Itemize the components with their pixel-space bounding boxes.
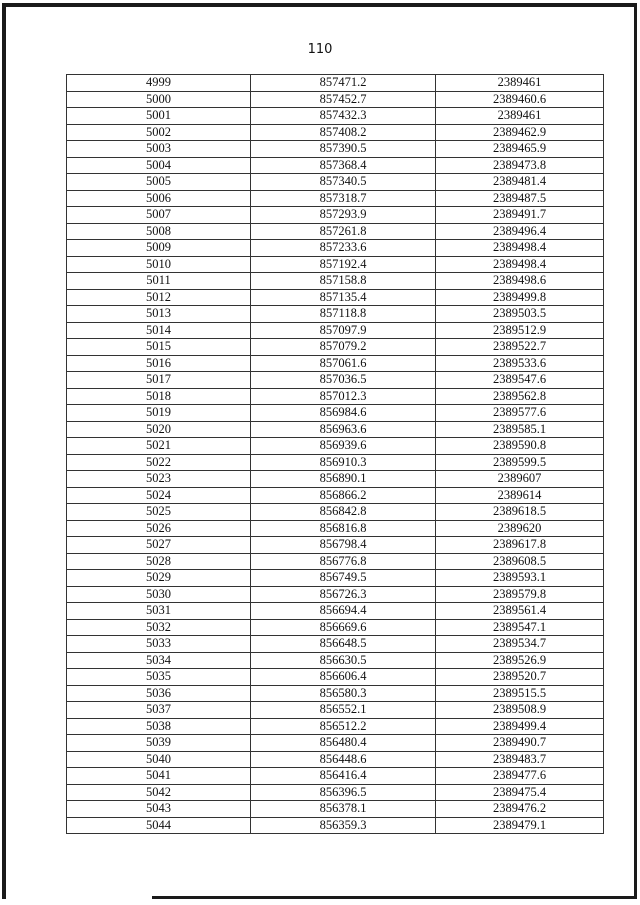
table-row — [67, 652, 604, 669]
point-number-cell: 5000 — [67, 91, 251, 108]
y-coordinate-cell: 2389503.5 — [436, 306, 604, 323]
x-coordinate-cell: 856359.3 — [251, 817, 436, 834]
x-coordinate-cell: 857135.4 — [251, 289, 436, 306]
y-coordinate-cell: 2389508.9 — [436, 702, 604, 719]
scan-border-right — [634, 3, 637, 899]
y-coordinate-cell: 2389460.6 — [436, 91, 604, 108]
point-number-cell: 5022 — [67, 454, 251, 471]
point-number-cell: 5032 — [67, 619, 251, 636]
table-row — [67, 751, 604, 768]
point-number-cell: 5026 — [67, 520, 251, 537]
y-coordinate-cell: 2389617.8 — [436, 537, 604, 554]
point-number-cell: 5017 — [67, 372, 251, 389]
point-number-cell: 4999 — [67, 75, 251, 92]
scan-border-bottom — [152, 896, 637, 899]
y-coordinate-cell: 2389475.4 — [436, 784, 604, 801]
x-coordinate-cell: 856694.4 — [251, 603, 436, 620]
point-number-cell: 5036 — [67, 685, 251, 702]
x-coordinate-cell: 857340.5 — [251, 174, 436, 191]
x-coordinate-cell: 856669.6 — [251, 619, 436, 636]
x-coordinate-cell: 856890.1 — [251, 471, 436, 488]
x-coordinate-cell: 856480.4 — [251, 735, 436, 752]
point-number-cell: 5024 — [67, 487, 251, 504]
table-row — [67, 223, 604, 240]
point-number-cell: 5015 — [67, 339, 251, 356]
y-coordinate-cell: 2389498.4 — [436, 240, 604, 257]
y-coordinate-cell: 2389579.8 — [436, 586, 604, 603]
y-coordinate-cell: 2389590.8 — [436, 438, 604, 455]
x-coordinate-cell: 857118.8 — [251, 306, 436, 323]
x-coordinate-cell: 856396.5 — [251, 784, 436, 801]
table-row — [67, 124, 604, 141]
point-number-cell: 5023 — [67, 471, 251, 488]
point-number-cell: 5001 — [67, 108, 251, 125]
point-number-cell: 5027 — [67, 537, 251, 554]
table-row — [67, 504, 604, 521]
y-coordinate-cell: 2389461 — [436, 108, 604, 125]
point-number-cell: 5012 — [67, 289, 251, 306]
point-number-cell: 5010 — [67, 256, 251, 273]
y-coordinate-cell: 2389499.8 — [436, 289, 604, 306]
table-row — [67, 372, 604, 389]
x-coordinate-cell: 857432.3 — [251, 108, 436, 125]
y-coordinate-cell: 2389620 — [436, 520, 604, 537]
x-coordinate-cell: 857368.4 — [251, 157, 436, 174]
point-number-cell: 5037 — [67, 702, 251, 719]
table-row — [67, 355, 604, 372]
x-coordinate-cell: 857097.9 — [251, 322, 436, 339]
y-coordinate-cell: 2389585.1 — [436, 421, 604, 438]
point-number-cell: 5044 — [67, 817, 251, 834]
table-row — [67, 570, 604, 587]
x-coordinate-cell: 857390.5 — [251, 141, 436, 158]
point-number-cell: 5016 — [67, 355, 251, 372]
table-row — [67, 289, 604, 306]
scan-border-top — [2, 3, 636, 7]
table-row — [67, 421, 604, 438]
table-row — [67, 405, 604, 422]
y-coordinate-cell: 2389512.9 — [436, 322, 604, 339]
point-number-cell: 5007 — [67, 207, 251, 224]
x-coordinate-cell: 856580.3 — [251, 685, 436, 702]
point-number-cell: 5002 — [67, 124, 251, 141]
y-coordinate-cell: 2389465.9 — [436, 141, 604, 158]
point-number-cell: 5008 — [67, 223, 251, 240]
table-row — [67, 619, 604, 636]
y-coordinate-cell: 2389614 — [436, 487, 604, 504]
point-number-cell: 5041 — [67, 768, 251, 785]
table-row — [67, 669, 604, 686]
y-coordinate-cell: 2389515.5 — [436, 685, 604, 702]
x-coordinate-cell: 857192.4 — [251, 256, 436, 273]
x-coordinate-cell: 857158.8 — [251, 273, 436, 290]
point-number-cell: 5019 — [67, 405, 251, 422]
table-row — [67, 487, 604, 504]
x-coordinate-cell: 856910.3 — [251, 454, 436, 471]
y-coordinate-cell: 2389561.4 — [436, 603, 604, 620]
point-number-cell: 5005 — [67, 174, 251, 191]
x-coordinate-cell: 856939.6 — [251, 438, 436, 455]
point-number-cell: 5042 — [67, 784, 251, 801]
x-coordinate-cell: 857471.2 — [251, 75, 436, 92]
y-coordinate-cell: 2389526.9 — [436, 652, 604, 669]
table-row — [67, 718, 604, 735]
point-number-cell: 5011 — [67, 273, 251, 290]
y-coordinate-cell: 2389599.5 — [436, 454, 604, 471]
point-number-cell: 5028 — [67, 553, 251, 570]
y-coordinate-cell: 2389473.8 — [436, 157, 604, 174]
y-coordinate-cell: 2389481.4 — [436, 174, 604, 191]
x-coordinate-cell: 856816.8 — [251, 520, 436, 537]
y-coordinate-cell: 2389476.2 — [436, 801, 604, 818]
table-row — [67, 768, 604, 785]
table-row — [67, 702, 604, 719]
y-coordinate-cell: 2389547.6 — [436, 372, 604, 389]
point-number-cell: 5014 — [67, 322, 251, 339]
x-coordinate-cell: 856448.6 — [251, 751, 436, 768]
x-coordinate-cell: 857079.2 — [251, 339, 436, 356]
point-number-cell: 5013 — [67, 306, 251, 323]
coordinates-table-body — [67, 75, 604, 834]
point-number-cell: 5035 — [67, 669, 251, 686]
x-coordinate-cell: 857012.3 — [251, 388, 436, 405]
point-number-cell: 5043 — [67, 801, 251, 818]
point-number-cell: 5038 — [67, 718, 251, 735]
y-coordinate-cell: 2389479.1 — [436, 817, 604, 834]
table-row — [67, 537, 604, 554]
table-row — [67, 190, 604, 207]
table-row — [67, 520, 604, 537]
y-coordinate-cell: 2389477.6 — [436, 768, 604, 785]
table-row — [67, 306, 604, 323]
y-coordinate-cell: 2389490.7 — [436, 735, 604, 752]
table-row — [67, 108, 604, 125]
x-coordinate-cell: 857293.9 — [251, 207, 436, 224]
table-row — [67, 817, 604, 834]
x-coordinate-cell: 856606.4 — [251, 669, 436, 686]
x-coordinate-cell: 856963.6 — [251, 421, 436, 438]
table-row — [67, 586, 604, 603]
point-number-cell: 5006 — [67, 190, 251, 207]
x-coordinate-cell: 857061.6 — [251, 355, 436, 372]
point-number-cell: 5009 — [67, 240, 251, 257]
y-coordinate-cell: 2389533.6 — [436, 355, 604, 372]
y-coordinate-cell: 2389593.1 — [436, 570, 604, 587]
table-row — [67, 273, 604, 290]
y-coordinate-cell: 2389534.7 — [436, 636, 604, 653]
table-row — [67, 240, 604, 257]
y-coordinate-cell: 2389607 — [436, 471, 604, 488]
y-coordinate-cell: 2389520.7 — [436, 669, 604, 686]
x-coordinate-cell: 857452.7 — [251, 91, 436, 108]
x-coordinate-cell: 856866.2 — [251, 487, 436, 504]
table-row — [67, 141, 604, 158]
y-coordinate-cell: 2389522.7 — [436, 339, 604, 356]
table-row — [67, 454, 604, 471]
x-coordinate-cell: 857318.7 — [251, 190, 436, 207]
y-coordinate-cell: 2389498.4 — [436, 256, 604, 273]
point-number-cell: 5025 — [67, 504, 251, 521]
table-row — [67, 438, 604, 455]
point-number-cell: 5039 — [67, 735, 251, 752]
x-coordinate-cell: 856630.5 — [251, 652, 436, 669]
y-coordinate-cell: 2389577.6 — [436, 405, 604, 422]
x-coordinate-cell: 856552.1 — [251, 702, 436, 719]
coordinates-table — [66, 74, 604, 834]
scan-border-left — [2, 3, 6, 899]
x-coordinate-cell: 856776.8 — [251, 553, 436, 570]
x-coordinate-cell: 856984.6 — [251, 405, 436, 422]
page-number: 110 — [307, 42, 333, 57]
table-row — [67, 471, 604, 488]
y-coordinate-cell: 2389462.9 — [436, 124, 604, 141]
point-number-cell: 5033 — [67, 636, 251, 653]
x-coordinate-cell: 857233.6 — [251, 240, 436, 257]
table-row — [67, 603, 604, 620]
x-coordinate-cell: 856512.2 — [251, 718, 436, 735]
point-number-cell: 5029 — [67, 570, 251, 587]
y-coordinate-cell: 2389491.7 — [436, 207, 604, 224]
table-row — [67, 75, 604, 92]
y-coordinate-cell: 2389487.5 — [436, 190, 604, 207]
x-coordinate-cell: 856378.1 — [251, 801, 436, 818]
y-coordinate-cell: 2389496.4 — [436, 223, 604, 240]
y-coordinate-cell: 2389483.7 — [436, 751, 604, 768]
point-number-cell: 5034 — [67, 652, 251, 669]
table-row — [67, 388, 604, 405]
table-row — [67, 157, 604, 174]
table-row — [67, 256, 604, 273]
y-coordinate-cell: 2389498.6 — [436, 273, 604, 290]
table-row — [67, 735, 604, 752]
point-number-cell: 5040 — [67, 751, 251, 768]
table-row — [67, 801, 604, 818]
y-coordinate-cell: 2389499.4 — [436, 718, 604, 735]
x-coordinate-cell: 856798.4 — [251, 537, 436, 554]
point-number-cell: 5018 — [67, 388, 251, 405]
table-row — [67, 91, 604, 108]
y-coordinate-cell: 2389562.8 — [436, 388, 604, 405]
table-row — [67, 174, 604, 191]
table-row — [67, 207, 604, 224]
y-coordinate-cell: 2389547.1 — [436, 619, 604, 636]
x-coordinate-cell: 856726.3 — [251, 586, 436, 603]
table-row — [67, 784, 604, 801]
table-row — [67, 685, 604, 702]
x-coordinate-cell: 857408.2 — [251, 124, 436, 141]
point-number-cell: 5030 — [67, 586, 251, 603]
table-row — [67, 322, 604, 339]
x-coordinate-cell: 856416.4 — [251, 768, 436, 785]
point-number-cell: 5003 — [67, 141, 251, 158]
x-coordinate-cell: 856749.5 — [251, 570, 436, 587]
y-coordinate-cell: 2389608.5 — [436, 553, 604, 570]
table-row — [67, 636, 604, 653]
table-row — [67, 339, 604, 356]
x-coordinate-cell: 856842.8 — [251, 504, 436, 521]
y-coordinate-cell: 2389618.5 — [436, 504, 604, 521]
y-coordinate-cell: 2389461 — [436, 75, 604, 92]
x-coordinate-cell: 857261.8 — [251, 223, 436, 240]
table-row — [67, 553, 604, 570]
x-coordinate-cell: 856648.5 — [251, 636, 436, 653]
point-number-cell: 5031 — [67, 603, 251, 620]
point-number-cell: 5020 — [67, 421, 251, 438]
point-number-cell: 5021 — [67, 438, 251, 455]
x-coordinate-cell: 857036.5 — [251, 372, 436, 389]
point-number-cell: 5004 — [67, 157, 251, 174]
